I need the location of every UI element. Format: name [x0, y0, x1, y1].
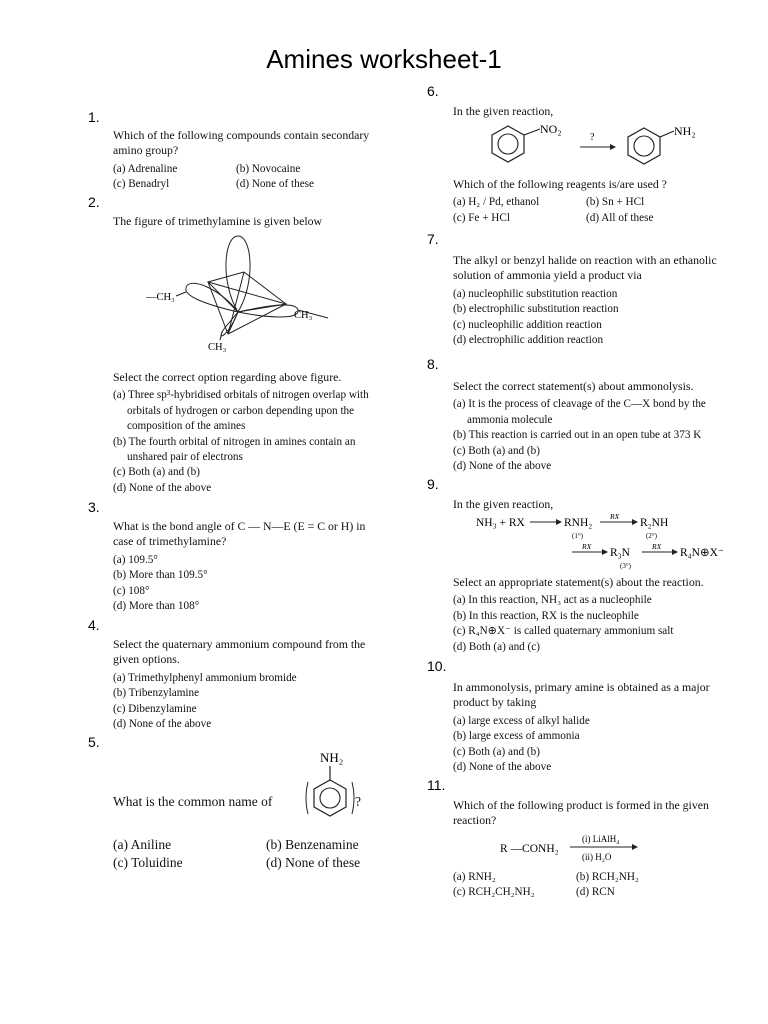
question-9-options: [453, 575, 738, 655]
option: (a) In this reaction, NH₃ act as a nucleophile: [453, 594, 652, 607]
option: (b) More than 109.5°: [113, 569, 208, 582]
primary-tag: (1°): [572, 532, 583, 540]
option: (b) This reaction is carried out in an open tube at 373 K: [453, 429, 702, 442]
option: (b) large excess of ammonia: [453, 730, 580, 743]
option: (d) None of the above: [113, 481, 212, 494]
question-number: 4.: [88, 617, 100, 633]
option: (c) Both (a) and (b): [453, 444, 540, 457]
amide-reduction-reaction: [500, 832, 660, 866]
option: (c) Both (a) and (b): [453, 745, 540, 758]
option: (a) Adrenaline: [113, 162, 178, 175]
reagent-unknown: ?: [590, 132, 595, 143]
methyl-label: CH₃: [294, 310, 313, 321]
question-7: [453, 253, 728, 348]
option: (d) None of the above: [453, 460, 552, 473]
question-number: 8.: [427, 356, 439, 372]
question-stem: Which of the following compounds contain secondary amino group?: [113, 128, 370, 158]
option: (d) More than 108°: [113, 600, 200, 613]
question-mark: ?: [355, 794, 361, 809]
option: (d) All of these: [586, 211, 654, 224]
quaternary-salt: R₄N⊕X⁻: [680, 547, 724, 559]
question-stem: In ammonolysis, primary amine is obtained as a major product by taking: [453, 680, 710, 710]
option: (c) 108°: [113, 584, 150, 597]
question-number: 7.: [427, 231, 439, 247]
question-stem: Which of the following product is formed in the given reaction?: [453, 798, 709, 828]
option-continued: ammonia molecule: [467, 413, 553, 426]
tertiary-amine: R₃N: [610, 547, 630, 559]
option: (c) R₄N⊕X⁻ is called quaternary ammonium salt: [453, 625, 674, 638]
question-5-mark: [355, 793, 361, 814]
question-stem: In the given reaction,: [453, 104, 554, 118]
amino-label: NH₂: [674, 124, 696, 138]
question-stem: What is the common name of: [113, 794, 273, 809]
trimethylamine-figure: [140, 232, 340, 360]
primary-amine: RNH₂: [564, 517, 593, 529]
option: (a) Aniline: [113, 837, 172, 852]
question-prompt: Select an appropriate statement(s) about the reaction.: [453, 575, 704, 589]
option: (d) None of these: [266, 855, 361, 870]
option-continued: composition of the amines: [127, 420, 246, 433]
ammonolysis-reaction-scheme: [476, 512, 736, 570]
question-stem: The figure of trimethylamine is given below: [113, 214, 323, 228]
question-11-options: [453, 870, 728, 901]
option: (b) Sn + HCl: [586, 196, 645, 209]
option: (a) Three sp³-hybridised orbitals of nitrogen overlap with: [113, 389, 369, 402]
question-6-options: [453, 177, 728, 226]
question-4: [113, 637, 388, 732]
question-number: 11.: [427, 777, 446, 793]
question-number: 6.: [427, 83, 439, 99]
page-title: Amines worksheet-1: [266, 44, 502, 74]
question-10: [453, 680, 738, 775]
option: (c) Dibenzylamine: [113, 702, 197, 715]
option: (a) Trimethylphenyl ammonium bromide: [113, 671, 297, 684]
methyl-label: —CH₃: [146, 292, 175, 303]
option: (b) Novocaine: [236, 162, 301, 175]
option: (d) None of these: [236, 178, 314, 191]
question-number: 10.: [427, 658, 447, 674]
question-number: 5.: [88, 734, 100, 750]
question-stem: Select the correct statement(s) about ammonolysis.: [453, 379, 694, 393]
aniline-structure: [300, 748, 360, 824]
question-number: 9.: [427, 476, 439, 492]
option: (b) Benzenamine: [266, 837, 359, 852]
question-2-stem: [113, 214, 403, 232]
nitro-label: NO₂: [540, 122, 562, 136]
option: (a) RNH₂: [453, 871, 496, 883]
question-prompt: Select the correct option regarding above figure.: [113, 370, 342, 384]
option: (c) Fe + HCl: [453, 211, 510, 224]
option: (b) The fourth orbital of nitrogen in amines contain an: [113, 435, 356, 448]
option: (a) nucleophilic substitution reaction: [453, 287, 618, 300]
question-8: [453, 379, 738, 474]
secondary-amine: R₂NH: [640, 517, 669, 529]
tertiary-tag: (3°): [620, 562, 631, 570]
condition-1: (i) LiAlH₄: [582, 834, 620, 844]
option: (d) Both (a) and (c): [453, 640, 540, 653]
option: (d) None of the above: [113, 718, 212, 731]
option: (c) nucleophilic addition reaction: [453, 318, 602, 331]
question-number: 1.: [88, 109, 100, 125]
question-2-options: [113, 370, 413, 496]
reagent-label: RX: [652, 542, 662, 551]
methyl-label: CH₃: [208, 342, 227, 353]
option: (c) Both (a) and (b): [113, 466, 200, 479]
option: (d) electrophilic addition reaction: [453, 334, 604, 347]
question-stem: Select the quaternary ammonium compound from the given options.: [113, 637, 366, 667]
amino-group-label: NH₂: [320, 750, 344, 765]
question-stem: The alkyl or benzyl halide on reaction with an ethanolic solution of ammonia yield a product via: [453, 253, 717, 283]
option: (a) H₂ / Pd, ethanol: [453, 196, 540, 209]
option: (b) electrophilic substitution reaction: [453, 303, 619, 316]
question-prompt: Which of the following reagents is/are used ?: [453, 177, 667, 191]
option: (c) Benadryl: [113, 178, 170, 191]
option: (a) It is the process of cleavage of the C—X bond by the: [453, 398, 706, 411]
option: (d) RCN: [576, 886, 615, 899]
option-continued: orbitals of hydrogen or carbon depending upon the: [127, 404, 355, 417]
question-stem: What is the bond angle of C — N—E (E = C or H) in case of trimethylamine?: [113, 519, 366, 549]
reagent-label: RX: [610, 512, 620, 521]
option: (b) Tribenzylamine: [113, 687, 200, 700]
question-number: 3.: [88, 499, 100, 515]
option: (a) large excess of alkyl halide: [453, 714, 590, 727]
question-number: 2.: [88, 194, 100, 210]
reactant: R —CONH₂: [500, 843, 559, 855]
option: (b) RCH₂NH₂: [576, 871, 639, 883]
question-1: [113, 128, 388, 193]
option: (c) RCH₂CH₂NH₂: [453, 886, 535, 899]
option: (a) 109.5°: [113, 553, 158, 566]
question-stem: In the given reaction,: [453, 497, 554, 511]
condition-2: (ii) H₂O: [582, 852, 612, 862]
reagent-label: RX: [582, 542, 592, 551]
question-3: [113, 519, 388, 614]
question-11-stem: [453, 798, 738, 832]
option: (c) Toluidine: [113, 855, 183, 870]
question-5-options: [113, 836, 393, 872]
question-5-stem: [113, 793, 303, 814]
secondary-tag: (2°): [646, 532, 657, 540]
nitrobenzene-to-aniline-reaction: [488, 118, 728, 174]
option-continued: unshared pair of electrons: [127, 451, 243, 464]
reactants: NH₃ + RX: [476, 517, 525, 529]
option: (b) In this reaction, RX is the nucleophile: [453, 609, 639, 622]
option: (d) None of the above: [453, 761, 552, 774]
